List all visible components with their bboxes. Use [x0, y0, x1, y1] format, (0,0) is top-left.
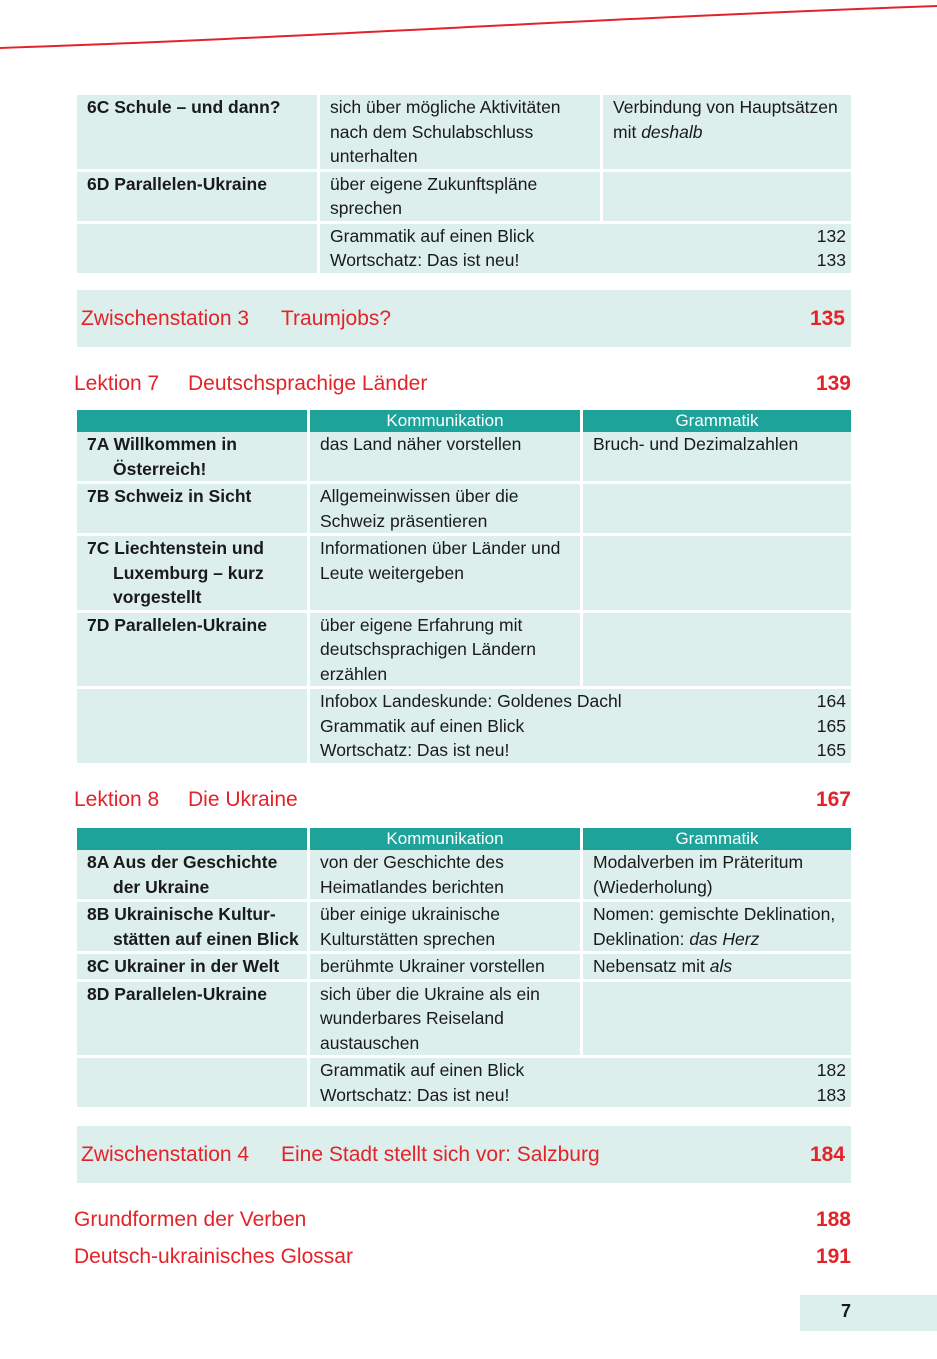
grammar-cell — [602, 170, 852, 222]
grammar-cell: Bruch- und Dezimalzahlen — [582, 432, 852, 483]
grammar-cell: Modalverben im Präteritum (Wiederholung) — [582, 850, 852, 901]
grammar-cell — [582, 980, 852, 1057]
page-number-box — [800, 1295, 937, 1331]
lesson-code: 7D Parallelen-Ukraine — [87, 614, 267, 635]
lektion-title: Deutschsprachige Länder — [188, 372, 428, 395]
entry-title: Deutsch-ukrainisches Glossar — [74, 1245, 353, 1268]
lesson-code: 7B Schweiz in Sicht — [87, 486, 252, 506]
page-number: 7 — [841, 1301, 852, 1321]
lektion-page: 167 — [815, 788, 851, 811]
zwischenstation-title: Eine Stadt stellt sich vor: Salzburg — [281, 1142, 600, 1166]
lesson-code: 7A Willkommen in Österreich! — [87, 434, 237, 479]
table-row — [77, 901, 851, 953]
extra-label: Grammatik auf einen Blick — [320, 715, 525, 736]
extra-page: 165 — [816, 740, 846, 760]
grammar-cell: Verbindung von Hauptsätzen mit deshalb — [602, 95, 852, 170]
extra-label: Infobox Landeskunde: Goldenes Dachl — [320, 691, 622, 711]
extra-page: 183 — [816, 1084, 846, 1105]
table-header-row — [77, 828, 851, 850]
grammar-cell — [582, 483, 852, 535]
extra-label: Grammatik auf einen Blick — [320, 1060, 525, 1080]
communication-cell: sich über mögliche Aktivitäten nach dem Schulabschluss unterhalten — [319, 95, 602, 170]
table-row — [77, 980, 851, 1057]
communication-cell: das Land näher vorstellen — [309, 432, 582, 483]
extra-label: Wortschatz: Das ist neu! — [320, 1084, 510, 1105]
table-row — [77, 170, 851, 222]
lektion-title: Die Ukraine — [188, 788, 298, 811]
lesson-code: 7C Liechtenstein und Luxemburg – kurz vorgestellt — [87, 538, 264, 607]
extra-page: 165 — [816, 715, 846, 736]
lektion-7-heading[interactable] — [74, 372, 851, 396]
lesson-8-table — [77, 828, 851, 1110]
extras-cell — [309, 1057, 852, 1109]
zwischenstation-title: Traumjobs? — [281, 306, 392, 330]
entry-page: 188 — [815, 1208, 851, 1231]
zwischenstation-page: 184 — [809, 1142, 845, 1166]
extra-page: 133 — [816, 250, 846, 270]
extra-label: Wortschatz: Das ist neu! — [320, 740, 510, 760]
extra-page: 164 — [816, 691, 846, 711]
lektion-8-heading[interactable] — [74, 788, 851, 812]
header-grammar: Grammatik — [582, 828, 852, 850]
table-row — [77, 483, 851, 535]
communication-cell: über eigene Zukunftspläne sprechen — [319, 170, 602, 222]
zwischenstation-3[interactable] — [77, 290, 851, 347]
lesson-6-table — [77, 95, 851, 276]
extras-cell — [309, 688, 852, 765]
header-grammar: Grammatik — [582, 410, 852, 432]
header-communication: Kommunikation — [309, 828, 582, 850]
communication-cell: über eigene Erfahrung mit deutschsprachigen Ländern erzählen — [309, 611, 582, 688]
table-header-row — [77, 410, 851, 432]
table-row — [77, 1057, 851, 1109]
table-row — [77, 953, 851, 981]
table-row — [77, 611, 851, 688]
extras-cell — [319, 222, 852, 274]
lesson-code: 6D Parallelen-Ukraine — [87, 173, 267, 194]
communication-cell: Informationen über Länder und Leute weitergeben — [309, 535, 582, 612]
extra-label: Grammatik auf einen Blick — [330, 225, 535, 246]
entry-page: 191 — [815, 1245, 851, 1268]
table-row — [77, 688, 851, 765]
grammar-cell — [582, 611, 852, 688]
lesson-code: 8B Ukrainische Kultur-stätten auf einen Blick — [87, 904, 299, 949]
top-red-line — [0, 0, 937, 60]
extra-page: 132 — [816, 225, 846, 246]
extra-label: Wortschatz: Das ist neu! — [330, 250, 520, 270]
grammar-cell: Nomen: gemischte Deklination, Deklination: das Herz — [582, 901, 852, 953]
table-row — [77, 850, 851, 901]
grammar-cell: Nebensatz mit als — [582, 953, 852, 981]
lesson-code: 6C Schule – und dann? — [87, 97, 281, 117]
lesson-code: 8C Ukrainer in der Welt — [87, 956, 280, 976]
header-communication: Kommunikation — [309, 410, 582, 432]
lektion-page: 139 — [815, 372, 851, 395]
zwischenstation-4[interactable] — [77, 1126, 851, 1183]
lektion-label: Lektion 7 — [74, 372, 160, 395]
communication-cell: über einige ukrainische Kulturstätten sprechen — [309, 901, 582, 953]
table-row — [77, 432, 851, 483]
glossar-entry[interactable] — [74, 1245, 851, 1269]
lesson-7-table — [77, 410, 851, 766]
lesson-code: 8A Aus der Geschichte der Ukraine — [87, 852, 278, 897]
zwischenstation-label: Zwischenstation 3 — [81, 306, 250, 330]
table-row — [77, 535, 851, 612]
lektion-label: Lektion 8 — [74, 788, 160, 811]
grundformen-entry[interactable] — [74, 1208, 851, 1232]
extra-page: 182 — [816, 1060, 846, 1080]
zwischenstation-label: Zwischenstation 4 — [81, 1142, 250, 1166]
lesson-code: 8D Parallelen-Ukraine — [87, 983, 267, 1004]
entry-title: Grundformen der Verben — [74, 1208, 307, 1231]
communication-cell: berühmte Ukrainer vorstellen — [309, 953, 582, 981]
grammar-cell — [582, 535, 852, 612]
table-row — [77, 222, 851, 274]
zwischenstation-page: 135 — [809, 306, 845, 330]
communication-cell: von der Geschichte des Heimatlandes berichten — [309, 850, 582, 901]
communication-cell: sich über die Ukraine als ein wunderbares Reiseland austauschen — [309, 980, 582, 1057]
table-row — [77, 95, 851, 170]
communication-cell: Allgemeinwissen über die Schweiz präsentieren — [309, 483, 582, 535]
